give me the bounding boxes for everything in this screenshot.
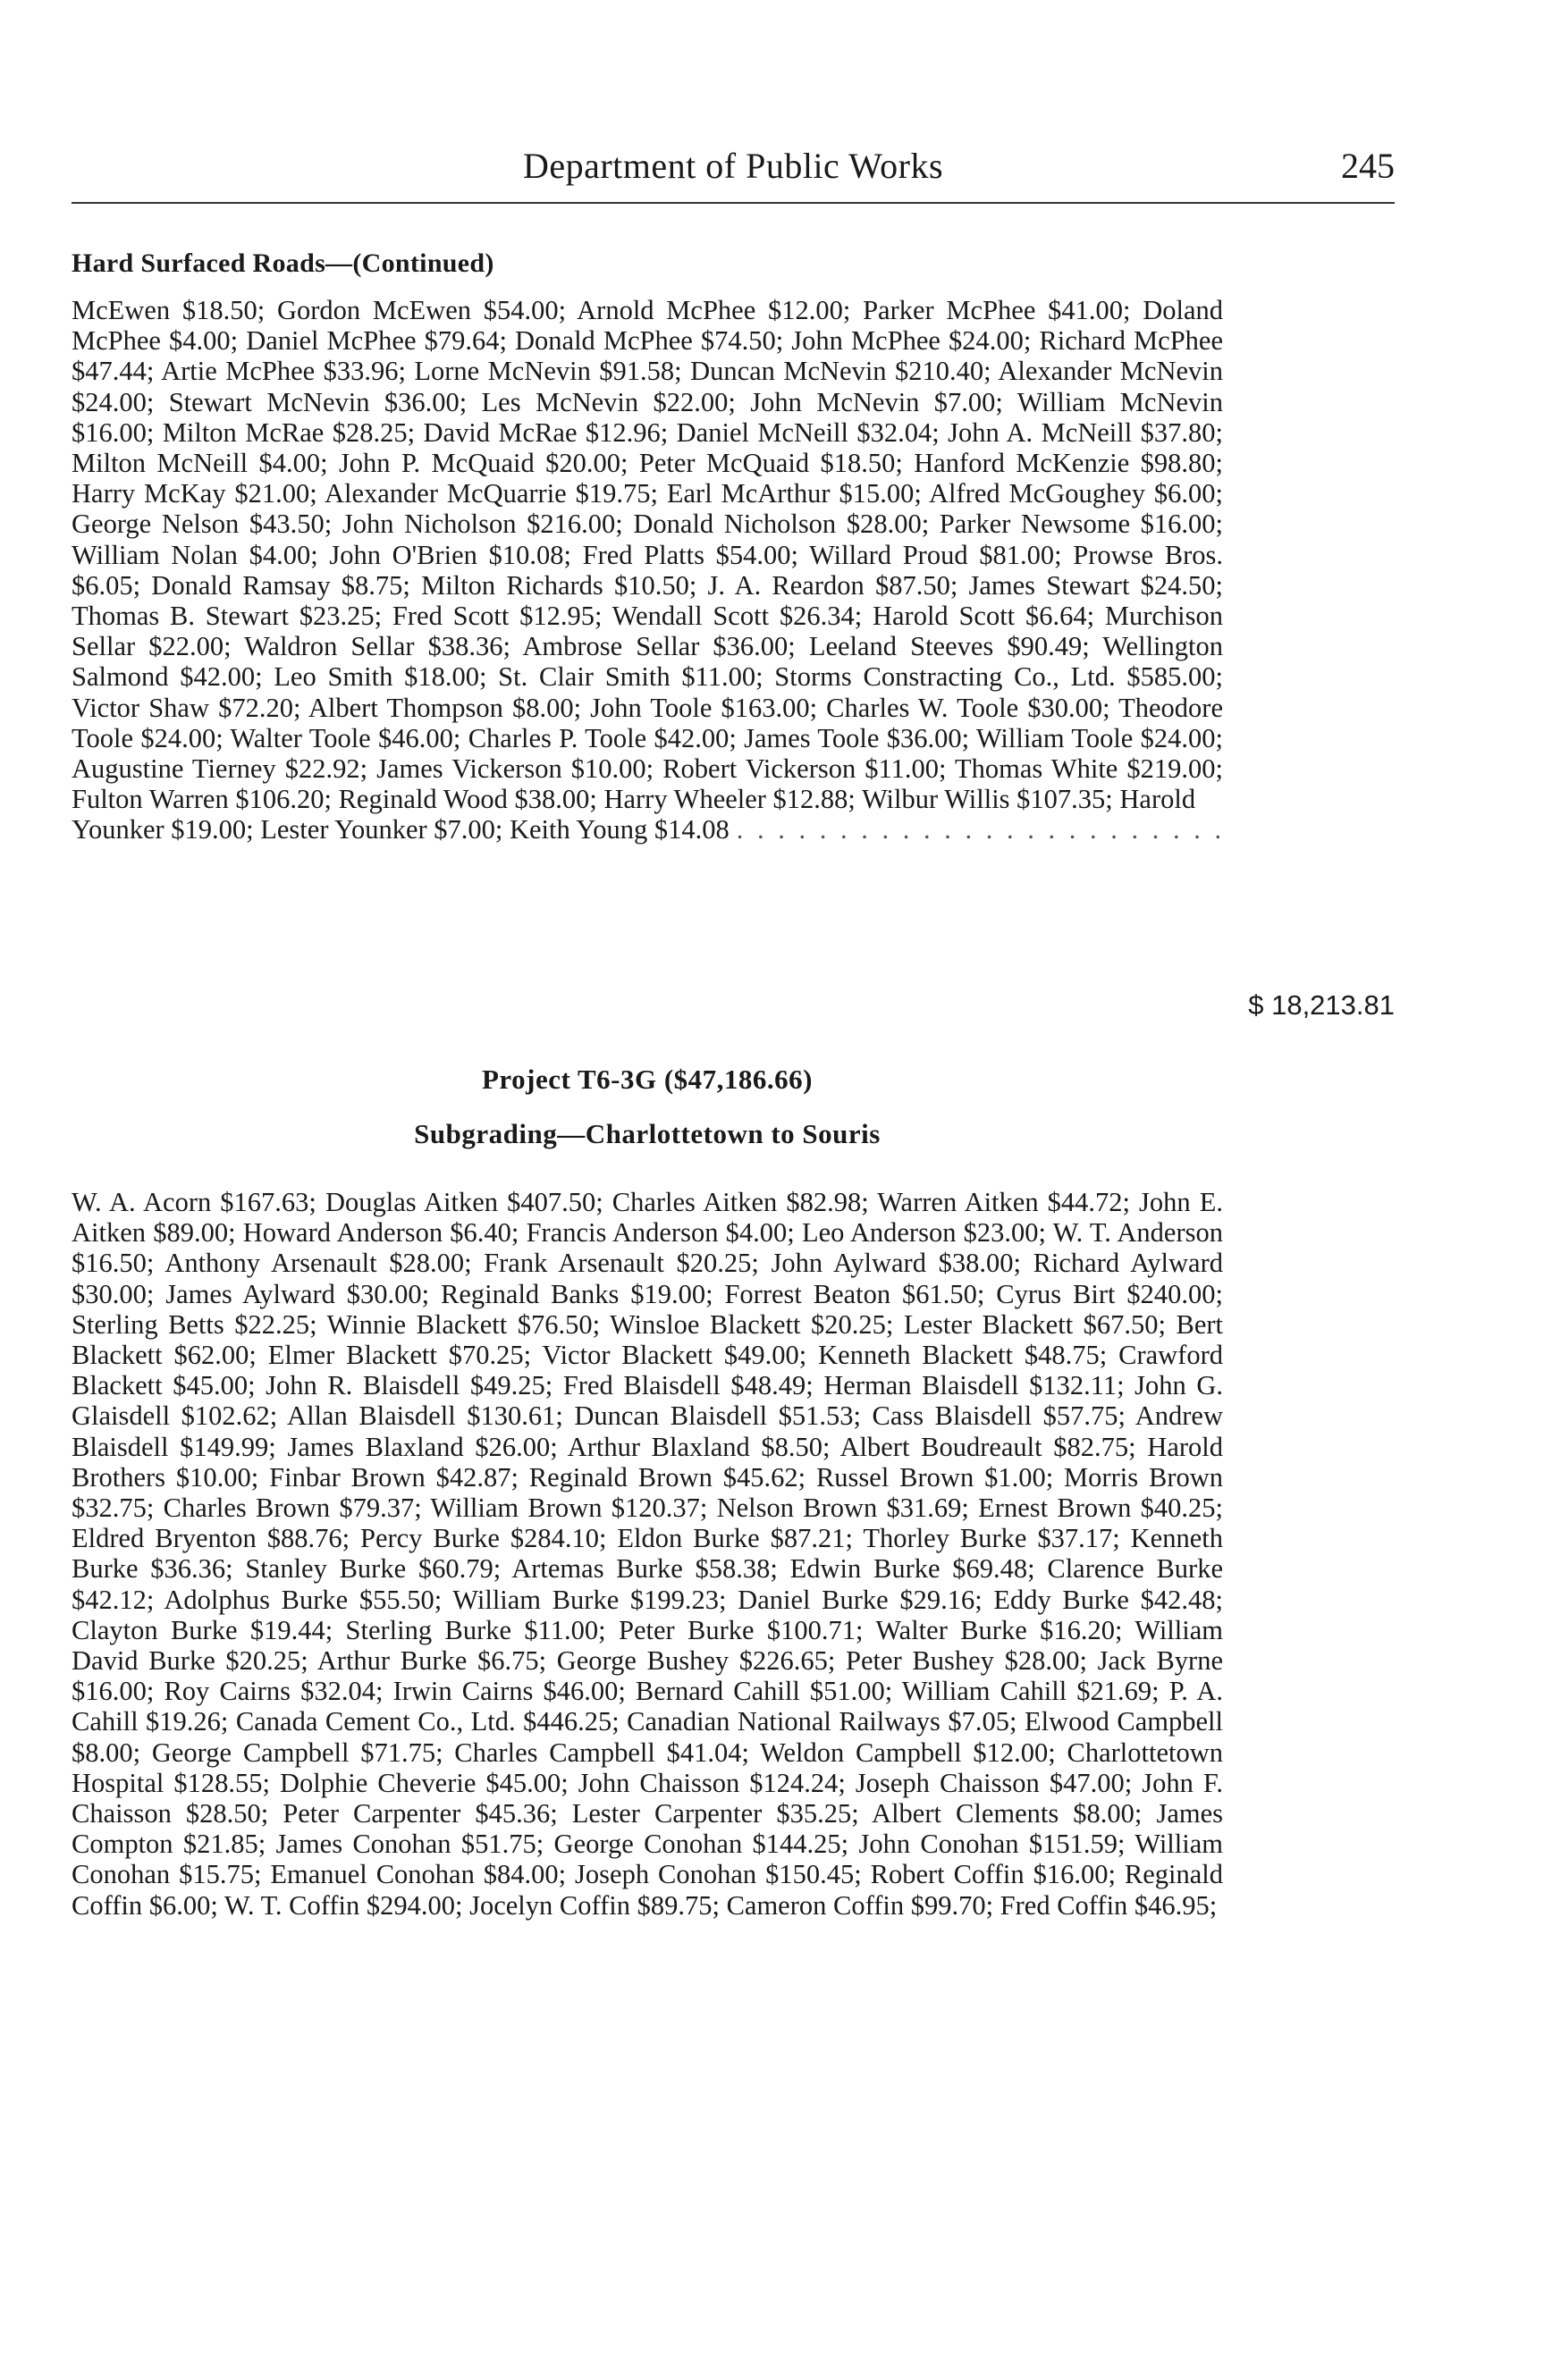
- running-title: Department of Public Works: [522, 146, 944, 186]
- running-header: [72, 145, 1395, 198]
- payment-list-hard-surfaced-roads: [72, 295, 1223, 845]
- section-total-amount: $ 18,213.81: [1248, 989, 1395, 1021]
- section-title: Hard Surfaced Roads—(Continued): [72, 248, 494, 278]
- project-heading: Project T6-3G ($47,186.66): [482, 1064, 813, 1095]
- page-number: 245: [1341, 146, 1395, 186]
- dot-leader: [737, 814, 1223, 845]
- payment-list-last-line-text: Younker $19.00; Lester Younker $7.00; Keith Young $14.08: [72, 814, 730, 845]
- payment-list-project: [72, 1187, 1223, 1921]
- payment-list-text: McEwen $18.50; Gordon McEwen $54.00; Arnold McPhee $12.00; Parker McPhee $41.00; Doland McPhee $4.00; Daniel McPhee $79.64; Donald McPhee $74.50; John McPhee $24.00; Richard McPhee $47.44; Artie McPhee $33.96; Lorne McNevin $91.58; Duncan McNevin $210.40; Alexander McNevin $24.00; Stewart McNevin $36.00; Les McNevin $22.00; John McNevin $7.00; William McNevin $16.00; Milton McRae $28.25; David McRae $12.96; Daniel McNeill $32.04; John A. McNeill $37.80; Milton McNeill $4.00; John P. McQuaid $20.00; Peter McQuaid $18.50; Hanford McKenzie $98.80; Harry McKay $21.00; Alexander McQuarrie $19.75; Earl McArthur $15.00; Alfred McGoughey $6.00; George Nelson $43.50; John Nicholson $216.00; Donald Nicholson $28.00; Parker Newsome $16.00; William Nolan $4.00; John O'Brien $10.08; Fred Platts $54.00; Willard Proud $81.00; Prowse Bros. $6.05; Donald Ramsay $8.75; Milton Richards $10.50; J. A. Reardon $87.50; James Stewart $24.50; Thomas B. Stewart $23.25; Fred Scott $12.95; Wendall Scott $26.34; Harold Scott $6.64; Murchison Sellar $22.00; Waldron Sellar $38.36; Ambrose Sellar $36.00; Leeland Steeves $90.49; Wellington Salmond $42.00; Leo Smith $18.00; St. Clair Smith $11.00; Storms Constracting Co., Ltd. $585.00; Victor Shaw $72.20; Albert Thompson $8.00; John Toole $163.00; Charles W. Toole $30.00; Theodore Toole $24.00; Walter Toole $46.00; Charles P. Toole $42.00; James Toole $36.00; William Toole $24.00; Augustine Tierney $22.92; James Vickerson $10.00; Robert Vickerson $11.00; Thomas White $219.00; Fulton Warren $106.20; Reginald Wood $38.00; Harry Wheeler $12.88; Wilbur Willis $107.35; Harold: [72, 295, 1223, 815]
- document-page: [72, 0, 1395, 2380]
- project-subheading: Subgrading—Charlottetown to Souris: [414, 1118, 881, 1149]
- payment-list-last-line: [72, 814, 1223, 845]
- header-rule: [72, 202, 1395, 204]
- project-list-text: W. A. Acorn $167.63; Douglas Aitken $407.50; Charles Aitken $82.98; Warren Aitken $44.72; John E. Aitken $89.00; Howard Anderson $6.40; Francis Anderson $4.00; Leo Anderson $23.00; W. T. Anderson $16.50; Anthony Arsenault $28.00; Frank Arsenault $20.25; John Aylward $38.00; Richard Aylward $30.00; James Aylward $30.00; Reginald Banks $19.00; Forrest Beaton $61.50; Cyrus Birt $240.00; Sterling Betts $22.25; Winnie Blackett $76.50; Winsloe Blackett $20.25; Lester Blackett $67.50; Bert Blackett $62.00; Elmer Blackett $70.25; Victor Blackett $49.00; Kenneth Blackett $48.75; Crawford Blackett $45.00; John R. Blaisdell $49.25; Fred Blaisdell $48.49; Herman Blaisdell $132.11; John G. Glaisdell $102.62; Allan Blaisdell $130.61; Duncan Blaisdell $51.53; Cass Blaisdell $57.75; Andrew Blaisdell $149.99; James Blaxland $26.00; Arthur Blaxland $8.50; Albert Boudreault $82.75; Harold Brothers $10.00; Finbar Brown $42.87; Reginald Brown $45.62; Russel Brown $1.00; Morris Brown $32.75; Charles Brown $79.37; William Brown $120.37; Nelson Brown $31.69; Ernest Brown $40.25; Eldred Bryenton $88.76; Percy Burke $284.10; Eldon Burke $87.21; Thorley Burke $37.17; Kenneth Burke $36.36; Stanley Burke $60.79; Artemas Burke $58.38; Edwin Burke $69.48; Clarence Burke $42.12; Adolphus Burke $55.50; William Burke $199.23; Daniel Burke $29.16; Eddy Burke $42.48; Clayton Burke $19.44; Sterling Burke $11.00; Peter Burke $100.71; Walter Burke $16.20; William David Burke $20.25; Arthur Burke $6.75; George Bushey $226.65; Peter Bushey $28.00; Jack Byrne $16.00; Roy Cairns $32.04; Irwin Cairns $46.00; Bernard Cahill $51.00; William Cahill $21.69; P. A. Cahill $19.26; Canada Cement Co., Ltd. $446.25; Canadian National Railways $7.05; Elwood Campbell $8.00; George Campbell $71.75; Charles Campbell $41.04; Weldon Campbell $12.00; Charlottetown Hospital $128.55; Dolphie Cheverie $45.00; John Chaisson $124.24; Joseph Chaisson $47.00; John F. Chaisson $28.50; Peter Carpenter $45.36; Lester Carpenter $35.25; Albert Clements $8.00; James Compton $21.85; James Conohan $51.75; George Conohan $144.25; John Conohan $151.59; William Conohan $15.75; Emanuel Conohan $84.00; Joseph Conohan $150.45; Robert Coffin $16.00; Reginald Coffin $6.00; W. T. Coffin $294.00; Jocelyn Coffin $89.75; Cameron Coffin $99.70; Fred Coffin $46.95;: [72, 1187, 1223, 1921]
